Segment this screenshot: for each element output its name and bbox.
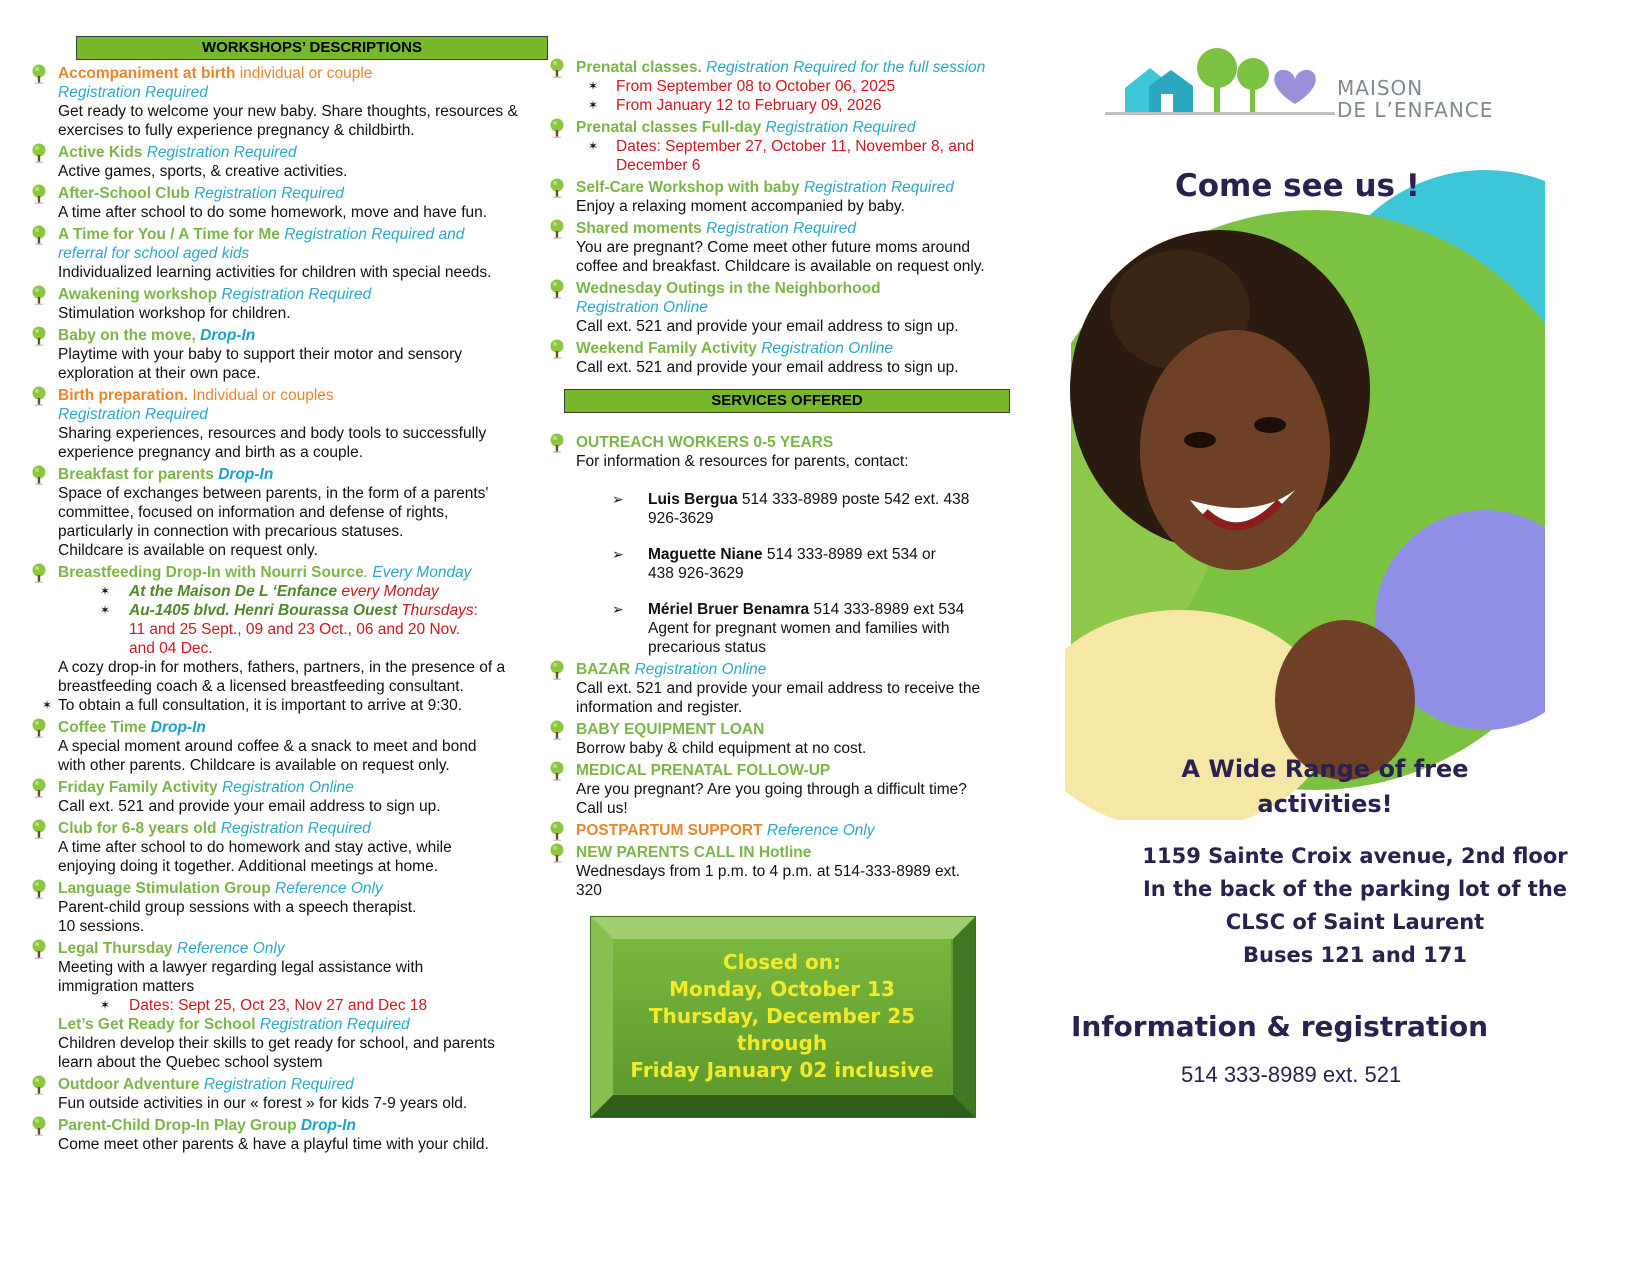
service-item <box>546 821 1076 840</box>
tree-bullet-icon <box>30 1075 48 1095</box>
tree-bullet-icon <box>30 143 48 163</box>
workshop-item <box>546 118 1076 175</box>
info-registration-heading: Information & registration <box>1071 1010 1489 1043</box>
tree-bullet-icon <box>30 64 48 84</box>
workshop-item <box>28 718 563 775</box>
service-note: Reference Only <box>766 822 875 839</box>
service-item <box>546 720 1076 758</box>
workshop-title: A Time for You / A Time for Me <box>58 226 280 243</box>
workshop-desc: Fun outside activities in our « forest » for kids 7-9 years old. <box>58 1095 468 1112</box>
workshop-note: Registration Required <box>706 220 856 237</box>
service-desc: Wednesdays from 1 p.m. to 4 p.m. at 514-333-8989 ext. 320 <box>576 863 960 899</box>
workshop-item <box>28 386 563 462</box>
logo-text: DE L’ENFANCE <box>1337 98 1494 122</box>
schedule-bullet: ✶ Au-1405 blvd. Henri Bourassa Ouest Thursdays: 11 and 25 Sept., 09 and 23 Oct., 06 and 20 Nov. and 04 Dec. <box>58 601 563 658</box>
come-see-heading: Come see us ! <box>1175 168 1420 204</box>
workshop-extra: Individual or couples <box>192 387 334 404</box>
tree-bullet-icon <box>30 465 48 485</box>
tree-bullet-icon <box>548 843 566 863</box>
service-desc: Borrow baby & child equipment at no cost. <box>576 740 867 757</box>
service-title: NEW PARENTS CALL IN Hotline <box>576 844 812 861</box>
workshop-item <box>28 465 563 560</box>
workshop-title: After-School Club <box>58 185 190 202</box>
tree-bullet-icon <box>30 563 48 583</box>
tree-bullet-icon <box>30 718 48 738</box>
workshop-desc: 10 sessions. <box>58 918 145 935</box>
workshop-item <box>546 339 1076 377</box>
workshop-desc: Sharing experiences, resources and body tools to successfully experience pregnancy and birth as a couple. <box>58 425 487 461</box>
tree-bullet-icon <box>548 720 566 740</box>
schedule-bullet: ✶ From September 08 to October 06, 2025 <box>576 77 1076 96</box>
closed-dates-box <box>590 916 976 1118</box>
workshop-title: Coffee Time <box>58 719 147 736</box>
service-item <box>546 660 1076 717</box>
workshop-item <box>546 58 1076 115</box>
workshop-desc: Call ext. 521 and provide your email address to sign up. <box>58 798 441 815</box>
workshop-desc: Come meet other parents & have a playful time with your child. <box>58 1136 489 1153</box>
service-desc: Call ext. 521 and provide your email address to receive the information and register. <box>576 680 981 716</box>
tree-bullet-icon <box>548 821 566 841</box>
tree-bullet-icon <box>30 326 48 346</box>
workshop-title: Breakfast for parents <box>58 466 214 483</box>
workshop-note: Registration Online <box>221 779 354 796</box>
service-title: POSTPARTUM SUPPORT <box>576 822 763 839</box>
workshop-item <box>28 819 563 876</box>
workshop-title: Legal Thursday <box>58 940 173 957</box>
workshop-note: Reference Only <box>176 940 285 957</box>
service-item <box>546 843 1076 900</box>
tree-bullet-icon <box>548 58 566 78</box>
workshop-item <box>28 939 563 1015</box>
workshop-item <box>28 64 563 140</box>
workshop-item <box>546 178 1076 216</box>
workshop-note: Registration Required <box>259 1016 410 1033</box>
workshop-desc: A special moment around coffee & a snack to meet and bond with other parents. Childcare is available on request only. <box>58 738 477 774</box>
workshop-desc: Call ext. 521 and provide your email address to sign up. <box>576 318 959 335</box>
workshop-title: Friday Family Activity <box>58 779 218 796</box>
workshop-note: Registration Online <box>761 340 894 357</box>
workshops-column <box>28 36 563 1157</box>
workshop-note: Registration Required for the full session <box>706 59 986 76</box>
service-title: MEDICAL PRENATAL FOLLOW-UP <box>576 762 831 779</box>
workshop-title: Let’s Get Ready for School <box>58 1016 256 1033</box>
workshop-title: Baby on the move, <box>58 327 196 344</box>
tree-bullet-icon <box>30 819 48 839</box>
tree-bullet-icon <box>30 184 48 204</box>
service-title: BABY EQUIPMENT LOAN <box>576 721 765 738</box>
tree-bullet-icon <box>548 761 566 781</box>
workshop-title: Prenatal classes. <box>576 59 702 76</box>
workshop-extra: individual or couple <box>239 65 373 82</box>
closed-line: Thursday, December 25 through <box>648 1003 916 1055</box>
workshop-note: Registration Required <box>146 144 297 161</box>
workshop-note: Registration Required <box>765 119 916 136</box>
workshop-item <box>546 219 1076 276</box>
workshop-desc: Get ready to welcome your new baby. Share thoughts, resources & exercises to fully experience pregnancy & childbirth. <box>58 103 518 139</box>
services-header: SERVICES OFFERED <box>564 389 1010 413</box>
tree-bullet-icon <box>30 225 48 245</box>
workshop-desc: Active games, sports, & creative activities. <box>58 163 348 180</box>
workshop-title: Breastfeeding Drop-In with Nourri Source <box>58 564 364 581</box>
logo-text: MAISON <box>1337 76 1424 100</box>
workshop-note: Registration Required and referral for school aged kids <box>58 226 465 262</box>
closed-line: Friday January 02 inclusive <box>630 1057 934 1082</box>
contact-maguette: ➢ Maguette Niane 514 333-8989 ext 534 or 438 926-3629 <box>576 545 958 583</box>
workshop-item <box>28 143 563 181</box>
workshop-desc: Children develop their skills to get ready for school, and parents learn about the Quebec school system <box>58 1035 495 1071</box>
workshop-note: Drop-In <box>300 1117 356 1134</box>
service-item <box>546 761 1076 818</box>
workshop-item <box>28 778 563 816</box>
workshop-desc: Enjoy a relaxing moment accompanied by baby. <box>576 198 905 215</box>
workshop-title: Language Stimulation Group <box>58 880 271 897</box>
workshop-title: Self-Care Workshop with baby <box>576 179 800 196</box>
wide-range-heading: A Wide Range of free activities! <box>1181 755 1469 818</box>
workshop-title: Club for 6-8 years old <box>58 820 217 837</box>
address-block: 1159 Sainte Croix avenue, 2nd floor In the back of the parking lot of the CLSC of Saint Laurent Buses 121 and 171 <box>1142 844 1568 967</box>
workshop-desc: Playtime with your baby to support their motor and sensory exploration at their own pace. <box>58 346 463 382</box>
service-item <box>546 433 1076 471</box>
workshop-item: Breastfeeding Drop-In with Nourri Source. Every Monday ✶ At the Maison De L ‘Enfance every Monday ✶ Au-1405 blvd. Henri Bourassa Ouest Thursdays: 11 and 25 Sept., 09 and 23 Oct., 06 and 20 Nov. and 04 Dec. A cozy drop-in for mothers, fathers, partners, in the presence of a breastfeeding coach & a licensed breastfeeding consultant. ✶ To obtain a full consultation, it is important to arrive at 9:30. <box>28 563 563 715</box>
tree-bullet-icon <box>30 778 48 798</box>
schedule-bullet: ✶ Dates: September 27, October 11, November 8, and December 6 <box>576 137 996 175</box>
service-desc: Are you pregnant? Are you going through a difficult time? Call us! <box>576 781 967 817</box>
workshop-title: Active Kids <box>58 144 143 161</box>
tree-bullet-icon <box>548 219 566 239</box>
workshop-desc: Stimulation workshop for children. <box>58 305 291 322</box>
middle-column <box>576 58 1076 903</box>
tree-bullet-icon <box>548 118 566 138</box>
workshop-desc: Individualized learning activities for children with special needs. <box>58 264 492 281</box>
workshop-item <box>28 879 563 936</box>
service-title: OUTREACH WORKERS 0-5 YEARS <box>576 434 834 451</box>
workshop-note: Registration Required <box>194 185 344 202</box>
workshop-desc: A time after school to do homework and stay active, while enjoying doing it together. Additional meetings at home. <box>58 839 452 875</box>
workshop-note: Registration Online <box>576 299 708 316</box>
schedule-bullet: ✶ Dates: Sept 25, Oct 23, Nov 27 and Dec 18 <box>58 996 563 1015</box>
closed-line: Closed on: <box>723 949 841 974</box>
tree-bullet-icon <box>30 879 48 899</box>
workshop-note: Registration Required <box>58 84 208 101</box>
workshop-note: Registration Required <box>203 1076 354 1093</box>
workshop-note: Registration Required <box>803 179 954 196</box>
workshop-desc: Childcare is available on request only. <box>58 542 318 559</box>
closed-line: Monday, October 13 <box>669 976 895 1001</box>
service-desc: For information & resources for parents, contact: <box>576 453 909 470</box>
workshop-item <box>28 1015 563 1072</box>
workshop-item <box>28 1075 563 1113</box>
contact-luis: ➢ Luis Bergua 514 333-8989 poste 542 ext. 438 926-3629 <box>576 490 988 528</box>
workshop-title: Parent-Child Drop-In Play Group <box>58 1117 297 1134</box>
schedule-bullet: ✶ From January 12 to February 09, 2026 <box>576 96 1076 115</box>
workshop-title: Awakening workshop <box>58 286 218 303</box>
service-note: Registration Online <box>634 661 767 678</box>
tree-bullet-icon <box>30 939 48 959</box>
workshop-item <box>28 225 563 282</box>
workshop-desc: Call ext. 521 and provide your email address to sign up. <box>576 359 959 376</box>
workshop-desc: You are pregnant? Come meet other future moms around coffee and breakfast. Childcare is available on request only. <box>576 239 985 275</box>
workshop-item <box>28 326 563 383</box>
tree-bullet-icon <box>30 386 48 406</box>
workshop-note: Registration Required <box>221 286 372 303</box>
tree-bullet-icon <box>548 178 566 198</box>
right-panel <box>1065 0 1650 1275</box>
workshop-note: Drop-In <box>218 466 274 483</box>
workshop-desc: Meeting with a lawyer regarding legal assistance with immigration matters <box>58 959 424 995</box>
contact-meriel: ➢ Mériel Bruer Benamra 514 333-8989 ext 534 Agent for pregnant women and families with precarious status <box>576 600 988 657</box>
workshop-title: Outdoor Adventure <box>58 1076 200 1093</box>
tree-bullet-icon <box>548 433 566 453</box>
tree-bullet-icon <box>30 1116 48 1136</box>
workshop-title: Birth preparation. <box>58 387 189 404</box>
workshop-title: Weekend Family Activity <box>576 340 757 357</box>
workshop-item <box>546 279 1076 336</box>
workshop-title: Wednesday Outings in the Neighborhood <box>576 280 881 297</box>
workshops-header: WORKSHOPS’ DESCRIPTIONS <box>76 36 548 60</box>
workshop-note: Drop-In <box>150 719 206 736</box>
workshop-item <box>28 1116 563 1154</box>
workshop-desc: A time after school to do some homework, move and have fun. <box>58 204 488 221</box>
closed-dates-content <box>613 939 951 1093</box>
workshop-title: Prenatal classes Full-day <box>576 119 762 136</box>
workshop-desc: Space of exchanges between parents, in the form of a parents' committee, focused on information and defense of rights, particularly in connection with precarious statuses. <box>58 485 489 540</box>
workshop-desc: Parent-child group sessions with a speech therapist. <box>58 899 417 916</box>
tree-bullet-icon <box>30 285 48 305</box>
workshop-note: Registration Required <box>220 820 371 837</box>
tree-bullet-icon <box>548 279 566 299</box>
workshop-note: Reference Only <box>275 880 383 897</box>
tree-bullet-icon <box>548 339 566 359</box>
schedule-bullet: ✶ At the Maison De L ‘Enfance every Monday <box>58 582 563 601</box>
workshop-note: Drop-In <box>200 327 256 344</box>
child-photo-illustration <box>1065 140 1545 820</box>
phone-number: 514 333-8989 ext. 521 <box>1181 1062 1402 1087</box>
workshop-desc: A cozy drop-in for mothers, fathers, partners, in the presence of a breastfeeding coach & a licensed breastfeeding consultant. <box>58 659 506 695</box>
workshop-desc: ✶ To obtain a full consultation, it is important to arrive at 9:30. <box>40 696 563 715</box>
workshop-item <box>28 184 563 222</box>
workshop-note: Registration Required <box>58 406 208 423</box>
workshop-item <box>28 285 563 323</box>
workshop-title: Accompaniment at birth <box>58 65 236 82</box>
workshop-note: Every Monday <box>372 564 472 581</box>
service-title: BAZAR <box>576 661 631 678</box>
tree-bullet-icon <box>548 660 566 680</box>
workshop-title: Shared moments <box>576 220 702 237</box>
